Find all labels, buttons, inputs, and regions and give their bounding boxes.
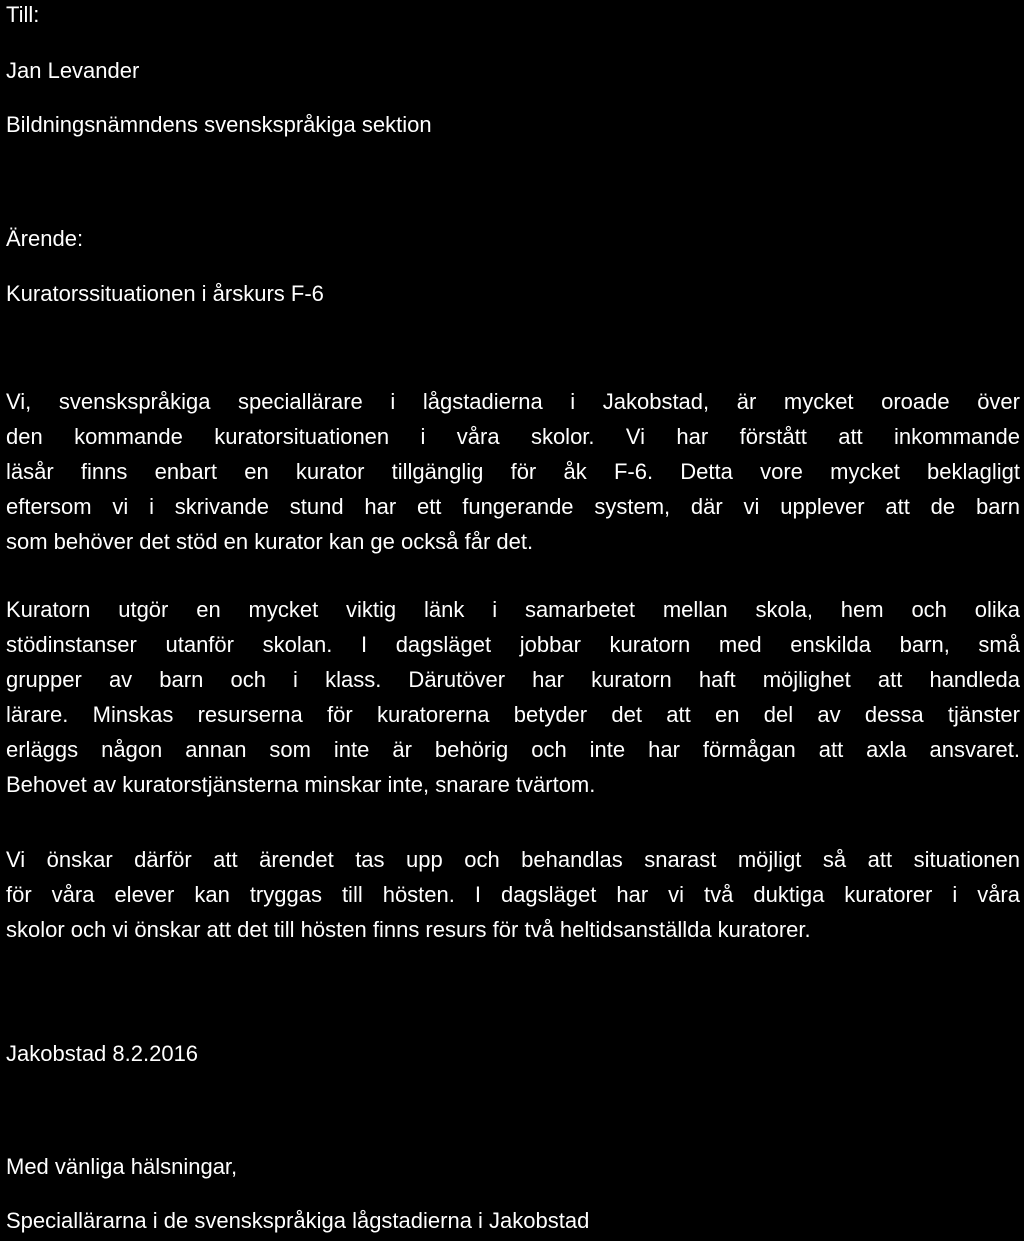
subject-title: Kuratorssituationen i årskurs F-6 [6,281,324,306]
body-line: som behöver det stöd en kurator kan ge också får det. [6,529,534,554]
body-line: läsår finns enbart en kurator tillgänglig för åk F-6. Detta vore mycket beklagligt [6,459,1020,484]
body-line: Vi, svenskspråkiga speciallärare i lågstadierna i Jakobstad, är mycket oroade över [6,389,1020,414]
body-line: den kommande kuratorsituationen i våra skolor. Vi har förstått att inkommande [6,424,1020,449]
body-paragraph-2 [6,595,1020,805]
recipient-organization: Bildningsnämndens svenskspråkiga sektion [6,112,432,137]
body-line: Vi önskar därför att ärendet tas upp och behandlas snarast möjligt så att situationen [6,847,1020,872]
date-line: Jakobstad 8.2.2016 [6,1041,199,1066]
subject-label: Ärende: [6,226,84,251]
closing: Med vänliga hälsningar, [6,1154,238,1179]
body-line: Kuratorn utgör en mycket viktig länk i samarbetet mellan skola, hem och olika [6,597,1020,622]
body-line: Behovet av kuratorstjänsterna minskar inte, snarare tvärtom. [6,772,596,797]
body-line: erläggs någon annan som inte är behörig och inte har förmågan att axla ansvaret. [6,737,1020,762]
signature: Speciallärarna i de svenskspråkiga lågstadierna i Jakobstad [6,1208,590,1233]
body-line: stödinstanser utanför skolan. I dagsläget jobbar kuratorn med enskilda barn, små [6,632,1020,657]
body-line: skolor och vi önskar att det till hösten finns resurs för två heltidsanställda kuratorer. [6,917,811,942]
recipient-name: Jan Levander [6,58,140,83]
body-paragraph-3 [6,845,1020,950]
body-line: för våra elever kan tryggas till hösten. I dagsläget har vi två duktiga kuratorer i våra [6,882,1020,907]
body-line: lärare. Minskas resurserna för kuratorerna betyder det att en del av dessa tjänster [6,702,1020,727]
recipient-label: Till: [6,2,40,27]
body-line: grupper av barn och i klass. Därutöver har kuratorn haft möjlighet att handleda [6,667,1020,692]
body-paragraph-1 [6,387,1020,562]
body-line: eftersom vi i skrivande stund har ett fungerande system, där vi upplever att de barn [6,494,1020,519]
